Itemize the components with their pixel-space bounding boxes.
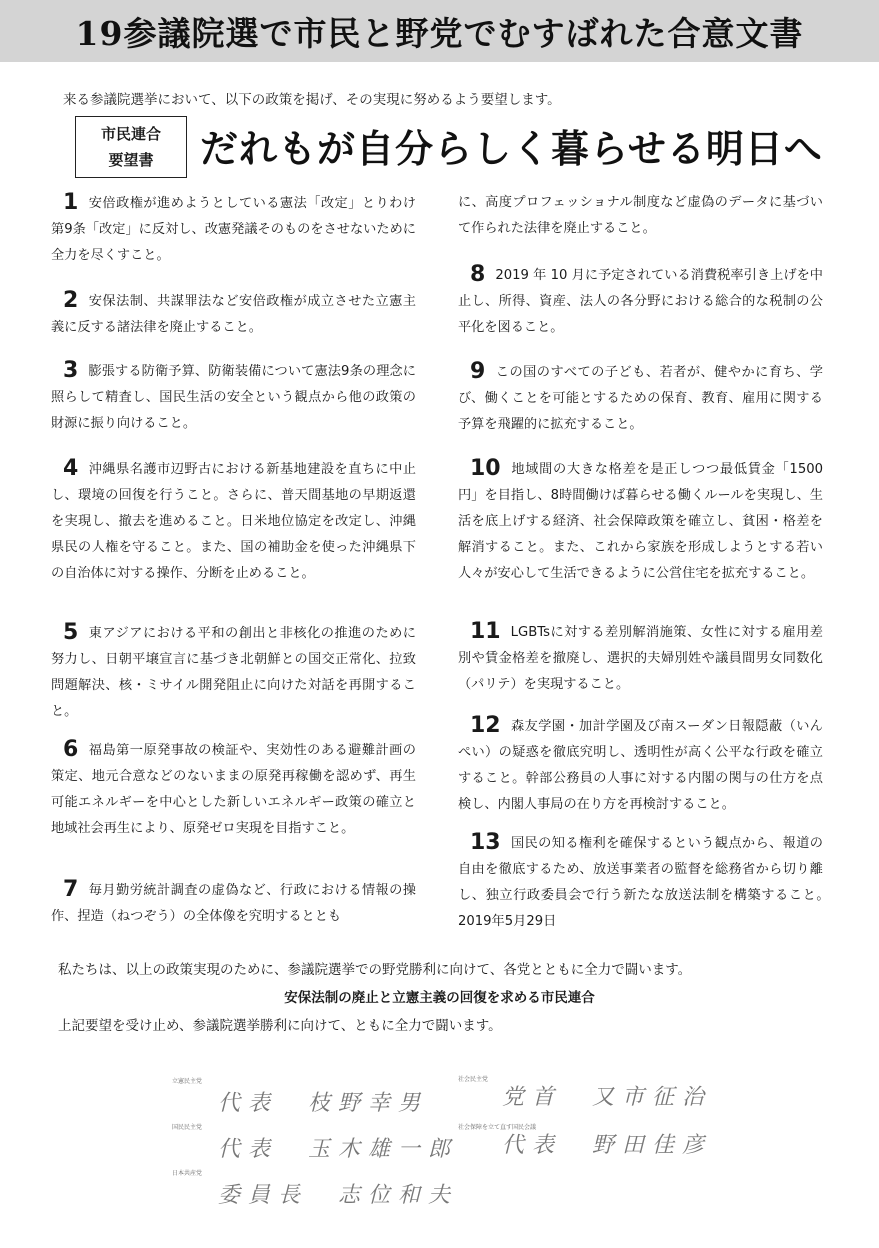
policy-text: 東アジアにおける平和の創出と非核化の推進のために努力し、日朝平壌宣言に基づき北朝鮮との国交正常化、拉致問題解決、核・ミサイル開発阻止に向けた対話を再開すること。 <box>51 626 416 719</box>
policy-text: 地域間の大きな格差を是正しつつ最低賃金「1500円」を目指し、8時間働けば暮らせる働くルールを実現し、生活を底上げする経済、社会保障政策を確立し、貧困・格差を解消すること。また、これから家族を形成しようとする若い人々が安心して生活できるように公営住宅を拡充すること。 <box>458 462 823 581</box>
policy-item-5 <box>51 620 416 725</box>
policy-number: 12 <box>470 713 501 738</box>
policy-item-4 <box>51 456 416 587</box>
signature: 代表 玉木雄一郎 <box>218 1137 459 1162</box>
policy-number: 8 <box>470 262 486 287</box>
party-label: 社会保障を立て直す国民会議 <box>458 1124 537 1131</box>
policy-item-6 <box>51 737 416 842</box>
party-label: 日本共産党 <box>172 1170 203 1177</box>
signature: 代表 枝野幸男 <box>218 1091 429 1116</box>
policy-item-9 <box>458 359 823 438</box>
policy-item-13 <box>458 830 837 935</box>
policy-number: 3 <box>63 358 79 383</box>
policy-number: 1 <box>63 190 79 215</box>
policy-text: LGBTsに対する差別解消施策、女性に対する雇用差別や賃金格差を撤廃し、選択的夫婦別姓や議員間男女同数化（パリテ）を実現すること。 <box>458 625 823 692</box>
signature: 党首 又市征治 <box>502 1085 713 1110</box>
association-name: 安保法制の廃止と立憲主義の回復を求める市民連合 <box>284 990 595 1006</box>
page-title: 19参議院選で市民と野党でむすばれた合意文書 <box>75 14 804 53</box>
policy-number: 9 <box>470 359 486 384</box>
policy-number: 4 <box>63 456 79 481</box>
policy-number: 2 <box>63 288 79 313</box>
policy-item-10 <box>458 456 823 587</box>
policy-text: この国のすべての子ども、若者が、健やかに育ち、学び、働くことを可能とするための保育、教育、雇用に関する予算を飛躍的に拡充すること。 <box>458 365 823 432</box>
acceptance-statement: 上記要望を受け止め、参議院選挙勝利に向けて、ともに全力で闘います。 <box>58 1018 502 1034</box>
policy-item-1 <box>51 190 416 269</box>
policy-item-12 <box>458 713 823 818</box>
policy-item-3 <box>51 358 416 437</box>
closing-statement: 私たちは、以上の政策実現のために、参議院選挙での野党勝利に向けて、各党とともに全力で闘います。 <box>58 962 692 978</box>
headline: だれもが自分らしく暮らせる明日へ <box>200 127 823 171</box>
policy-text: 沖縄県名護市辺野古における新基地建設を直ちに中止し、環境の回復を行うこと。さらに、普天間基地の早期返還を実現し、撤去を進めること。日米地位協定を改定し、沖縄県民の人権を守ること。また、国の補助金を使った沖縄県下の自治体に対する操作、分断を止めること。 <box>51 462 416 581</box>
policy-number: 7 <box>63 877 79 902</box>
label-box <box>75 116 187 178</box>
policy-item-7 <box>51 877 416 930</box>
party-label: 国民民主党 <box>172 1124 203 1131</box>
policy-item-8 <box>458 262 823 341</box>
policy-text: に、高度プロフェッショナル制度など虚偽のデータに基づいて作られた法律を廃止すること。 <box>458 195 823 236</box>
policy-text: 国民の知る権利を確保するという観点から、報道の自由を徹底するため、放送事業者の監督を総務省から切り離し、独立行政委員会で行う新たな放送法制を構築すること。 2019年5月29日 <box>458 836 837 929</box>
label-line-1: 市民連合 <box>100 125 161 143</box>
policy-number: 13 <box>470 830 501 855</box>
label-line-2: 要望書 <box>108 151 154 169</box>
policy-number: 11 <box>470 619 501 644</box>
policy-item-7-continued <box>458 190 823 242</box>
policy-text: 膨張する防衛予算、防衛装備について憲法9条の理念に照らして精査し、国民生活の安全という観点から他の政策の財源に振り向けること。 <box>51 364 416 431</box>
policy-text: 2019 年 10 月に予定されている消費税率引き上げを中止し、所得、資産、法人の各分野における総合的な税制の公平化を図ること。 <box>458 268 823 335</box>
party-label: 社会民主党 <box>458 1076 489 1083</box>
policy-number: 5 <box>63 620 79 645</box>
signature: 代表 野田佳彦 <box>502 1133 713 1158</box>
policy-text: 森友学園・加計学園及び南スーダン日報隠蔽（いんぺい）の疑惑を徹底究明し、透明性が高く公平な行政を確立すること。幹部公務員の人事に対する内閣の関与の仕方を点検し、内閣人事局の在り方を再検討すること。 <box>458 719 823 812</box>
policy-number: 10 <box>470 456 501 481</box>
policy-text: 福島第一原発事故の検証や、実効性のある避難計画の策定、地元合意などのないままの原発再稼働を認めず、再生可能エネルギーを中心とした新しいエネルギー政策の確立と地域社会再生により、原発ゼロ実現を目指すこと。 <box>51 743 416 836</box>
signature: 委員長 志位和夫 <box>218 1183 459 1208</box>
policy-number: 6 <box>63 737 79 762</box>
policy-text: 安保法制、共謀罪法など安倍政権が成立させた立憲主義に反する諸法律を廃止すること。 <box>51 294 416 335</box>
policy-item-11 <box>458 619 823 698</box>
party-label: 立憲民主党 <box>172 1078 203 1085</box>
intro-text: 来る参議院選挙において、以下の政策を掲げ、その実現に努めるよう要望します。 <box>63 92 561 108</box>
policy-text: 安倍政権が進めようとしている憲法「改定」とりわけ第9条「改定」に反対し、改憲発議そのものをさせないために全力を尽くすこと。 <box>51 196 416 263</box>
policy-text: 毎月勤労統計調査の虚偽など、行政における情報の操作、捏造（ねつぞう）の全体像を究明するととも <box>51 883 416 924</box>
policy-item-2 <box>51 288 416 341</box>
